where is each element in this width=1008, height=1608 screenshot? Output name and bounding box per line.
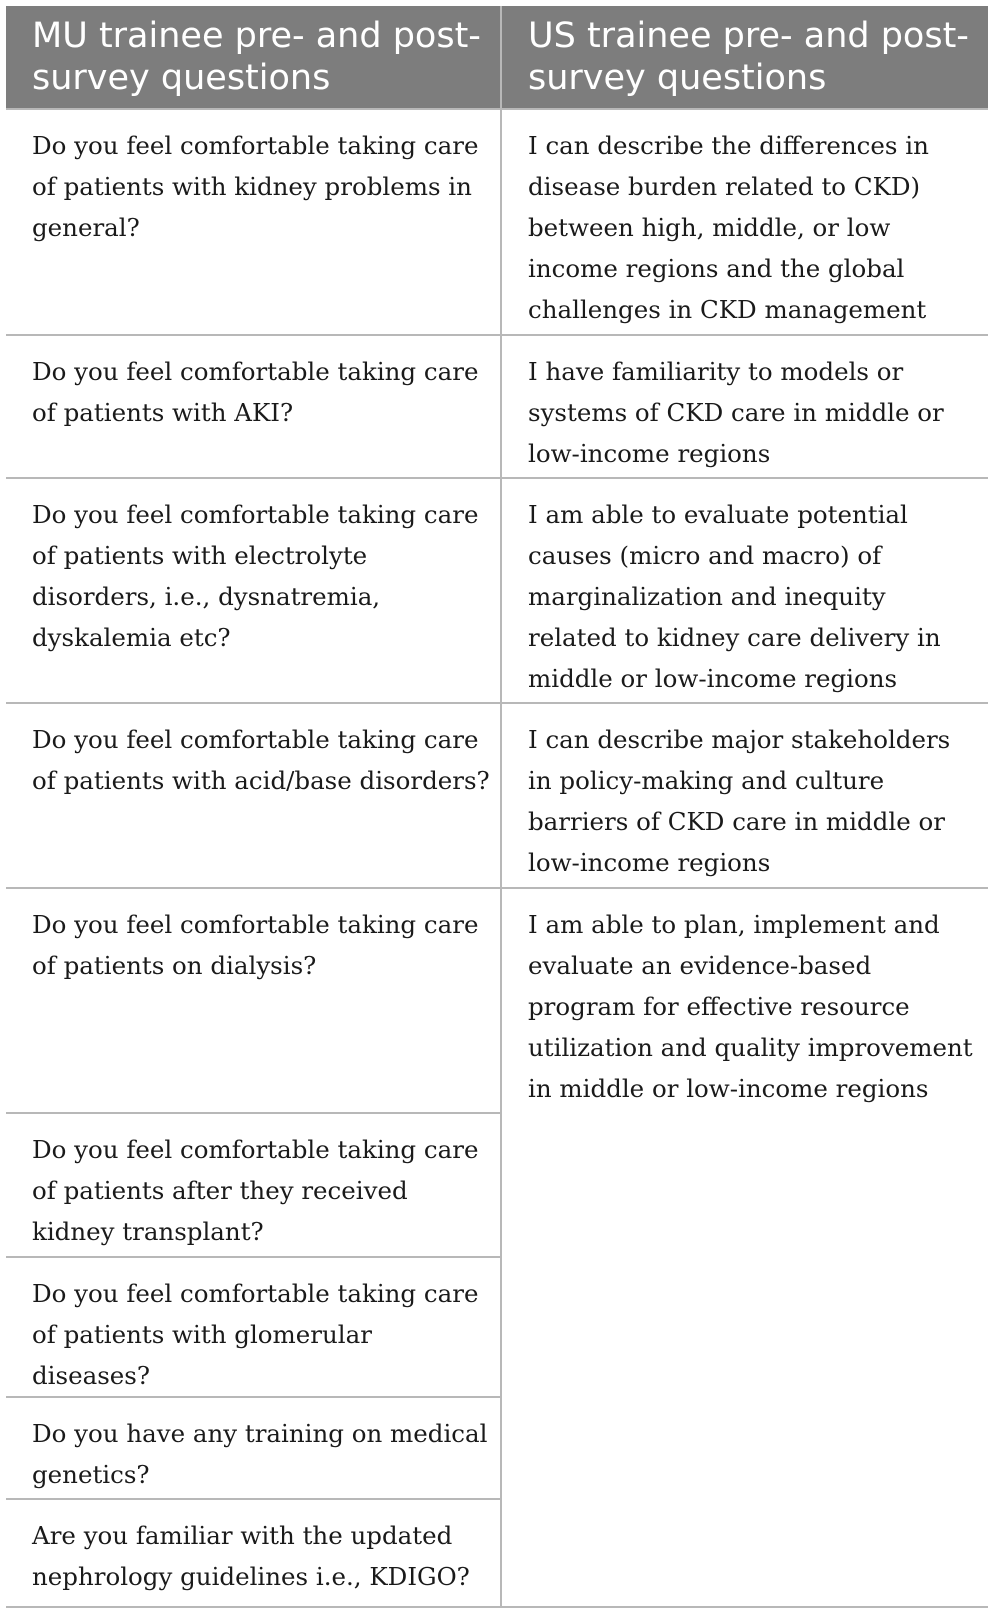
table-row bbox=[6, 109, 988, 335]
us-question-cell: I have familiarity to models or systems of CKD care in middle or low-income regions bbox=[501, 335, 988, 478]
table-row bbox=[6, 335, 988, 478]
mu-question-cell: Do you feel comfortable taking care of patients with acid/base disorders? bbox=[6, 703, 501, 888]
us-question-cell: I can describe major stakeholders in policy-making and culture barriers of CKD care in middle or low-income regions bbox=[501, 703, 988, 888]
table-header-row bbox=[6, 6, 988, 109]
table-row bbox=[6, 478, 988, 703]
mu-question-cell: Do you feel comfortable taking care of patients with glomerular diseases? bbox=[6, 1257, 501, 1397]
survey-questions-table bbox=[6, 6, 988, 1608]
mu-question-cell: Do you feel comfortable taking care of patients with AKI? bbox=[6, 335, 501, 478]
mu-question-cell: Do you feel comfortable taking care of patients on dialysis? bbox=[6, 888, 501, 1113]
us-question-cell: I am able to evaluate potential causes (micro and macro) of marginalization and inequity related to kidney care delivery in middle or low-income regions bbox=[501, 478, 988, 703]
us-column-header: US trainee pre- and post-survey questions bbox=[501, 6, 988, 109]
us-question-cell: I can describe the differences in disease burden related to CKD) between high, middle, or low income regions and the global challenges in CKD management bbox=[501, 109, 988, 335]
us-question-cell: I am able to plan, implement and evaluate an evidence-based program for effective resource utilization and quality improvement in middle or low-income regions bbox=[501, 888, 988, 1607]
mu-question-cell: Do you feel comfortable taking care of patients with electrolyte disorders, i.e., dysnatremia, dyskalemia etc? bbox=[6, 478, 501, 703]
table-row bbox=[6, 703, 988, 888]
table-row bbox=[6, 888, 988, 1113]
mu-column-header: MU trainee pre- and post-survey questions bbox=[6, 6, 501, 109]
mu-question-cell: Are you familiar with the updated nephrology guidelines i.e., KDIGO? bbox=[6, 1499, 501, 1607]
mu-question-cell: Do you have any training on medical genetics? bbox=[6, 1397, 501, 1499]
mu-question-cell: Do you feel comfortable taking care of patients with kidney problems in general? bbox=[6, 109, 501, 335]
mu-question-cell: Do you feel comfortable taking care of patients after they received kidney transplant? bbox=[6, 1113, 501, 1257]
